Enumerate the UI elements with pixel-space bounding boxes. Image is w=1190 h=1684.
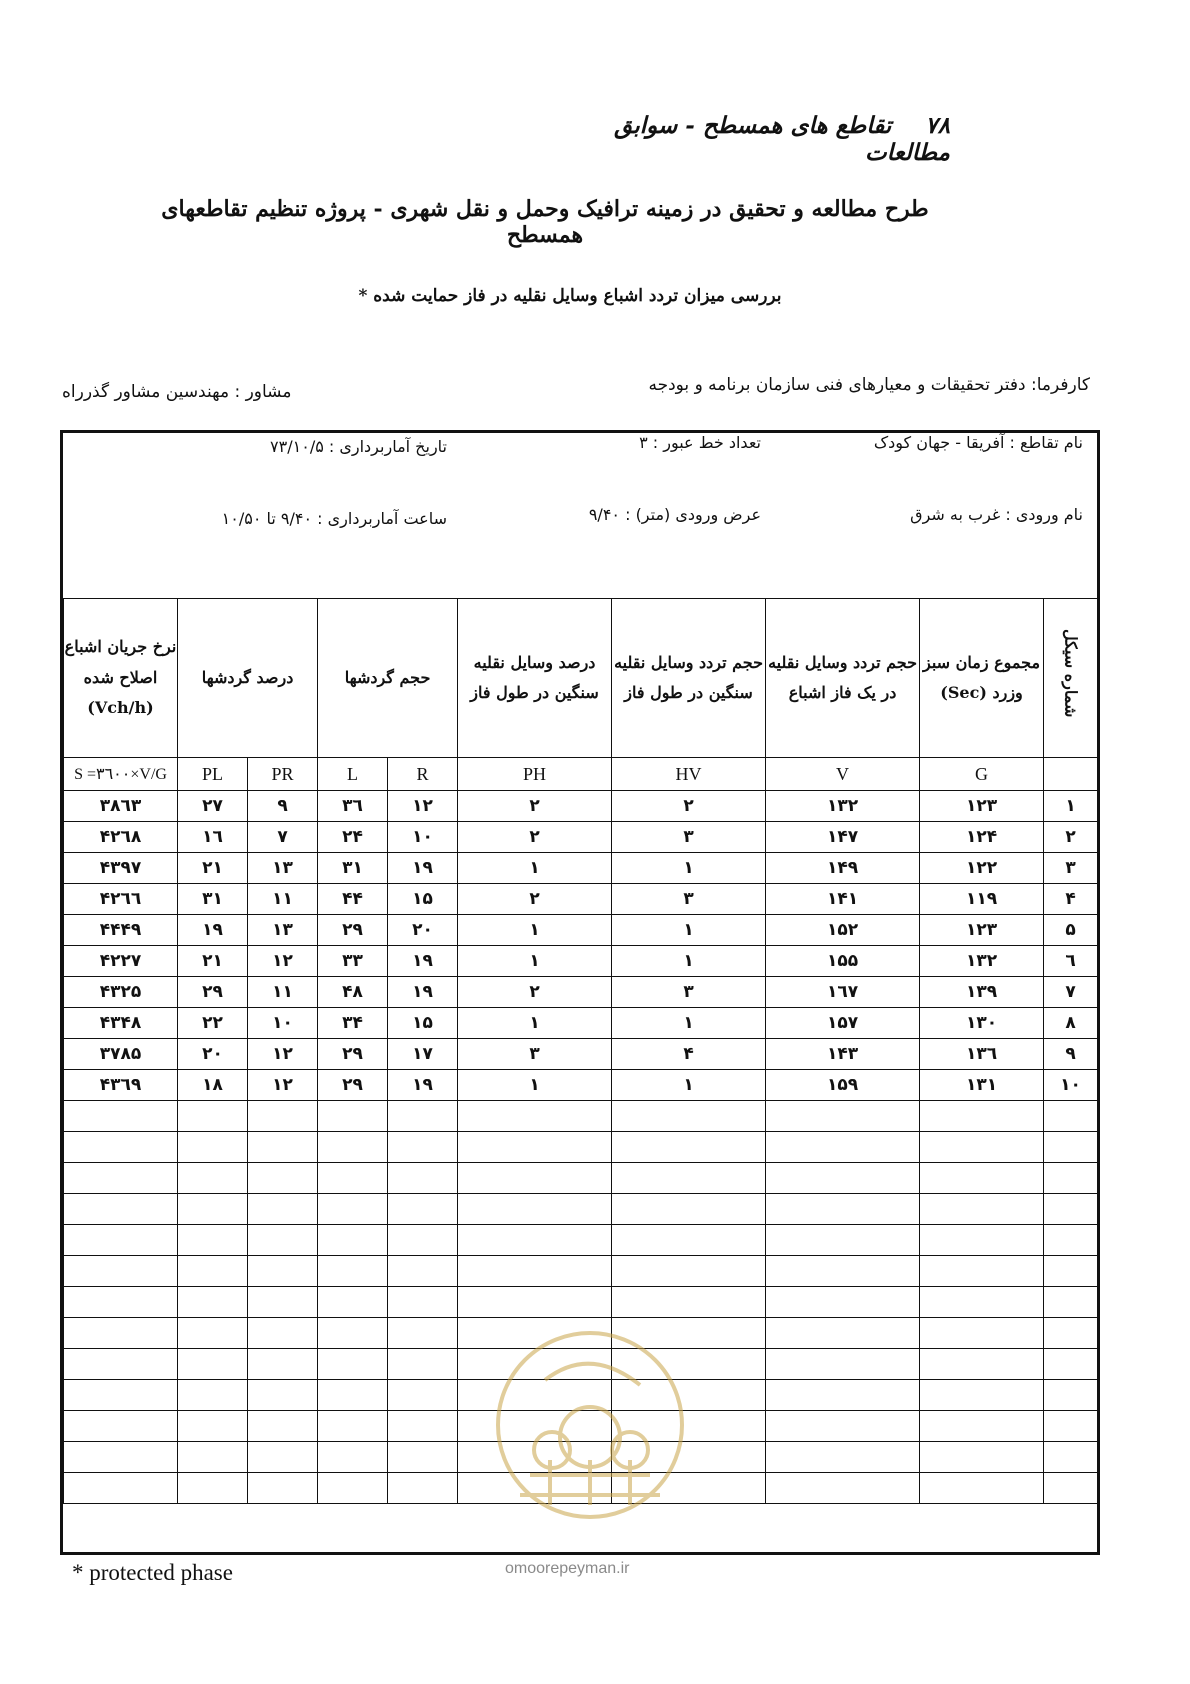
- empty-cell: [920, 1442, 1044, 1473]
- cell-pl: ۲۲: [178, 1008, 248, 1039]
- cell-pl: ۳۱: [178, 884, 248, 915]
- empty-row: [64, 1256, 1098, 1287]
- cell-l: ۳۱: [318, 853, 388, 884]
- empty-cell: [248, 1349, 318, 1380]
- cell-v: ۱۵۷: [766, 1008, 920, 1039]
- empty-cell: [766, 1318, 920, 1349]
- cell-v: ۱۴۹: [766, 853, 920, 884]
- cell-pl: ۱۸: [178, 1070, 248, 1101]
- empty-cell: [64, 1256, 178, 1287]
- code-s-formula: S =۳٦۰۰×V/G: [64, 758, 178, 791]
- cell-r: ۱۹: [388, 977, 458, 1008]
- empty-cell: [920, 1349, 1044, 1380]
- cell-pl: ۱۹: [178, 915, 248, 946]
- empty-cell: [178, 1473, 248, 1504]
- cell-hv: ۳: [612, 977, 766, 1008]
- empty-cell: [388, 1163, 458, 1194]
- empty-cell: [388, 1318, 458, 1349]
- empty-cell: [388, 1194, 458, 1225]
- chapter-title: تقاطع های همسطح - سوابق مطالعات: [614, 112, 950, 166]
- cell-n: ۵: [1044, 915, 1098, 946]
- cell-s: ۴۳٦۹: [64, 1070, 178, 1101]
- empty-cell: [612, 1256, 766, 1287]
- empty-cell: [64, 1349, 178, 1380]
- empty-cell: [248, 1225, 318, 1256]
- empty-cell: [388, 1101, 458, 1132]
- table-row: [64, 1039, 1098, 1070]
- empty-cell: [766, 1442, 920, 1473]
- empty-cell: [64, 1163, 178, 1194]
- empty-cell: [388, 1349, 458, 1380]
- cell-ph: ۲: [458, 791, 612, 822]
- empty-cell: [1044, 1442, 1098, 1473]
- table-row: [64, 884, 1098, 915]
- empty-cell: [920, 1380, 1044, 1411]
- cell-s: ۴۴۴۹: [64, 915, 178, 946]
- empty-cell: [248, 1194, 318, 1225]
- empty-cell: [766, 1380, 920, 1411]
- header-row: [64, 599, 1098, 758]
- empty-cell: [612, 1101, 766, 1132]
- code-r: R: [388, 758, 458, 791]
- empty-cell: [318, 1473, 388, 1504]
- cell-l: ۴۴: [318, 884, 388, 915]
- table-row: [64, 946, 1098, 977]
- cell-hv: ۱: [612, 915, 766, 946]
- cell-l: ۳٦: [318, 791, 388, 822]
- watermark-text: omoorepeyman.ir: [505, 1560, 630, 1577]
- cell-v: ۱۴۱: [766, 884, 920, 915]
- code-l: L: [318, 758, 388, 791]
- cell-r: ۱۷: [388, 1039, 458, 1070]
- empty-cell: [1044, 1256, 1098, 1287]
- empty-cell: [388, 1411, 458, 1442]
- empty-cell: [388, 1380, 458, 1411]
- empty-cell: [766, 1225, 920, 1256]
- empty-cell: [64, 1225, 178, 1256]
- intersection-name: نام تقاطع : آفریقا - جهان کودک: [873, 433, 1083, 452]
- empty-cell: [766, 1132, 920, 1163]
- code-hv: HV: [612, 758, 766, 791]
- empty-cell: [248, 1411, 318, 1442]
- empty-cell: [612, 1132, 766, 1163]
- cell-pr: ۱۲: [248, 1039, 318, 1070]
- table-row: [64, 1070, 1098, 1101]
- cell-hv: ۳: [612, 822, 766, 853]
- empty-cell: [612, 1194, 766, 1225]
- cell-l: ۳۴: [318, 1008, 388, 1039]
- empty-cell: [1044, 1411, 1098, 1442]
- cell-v: ۱۴۷: [766, 822, 920, 853]
- empty-cell: [248, 1287, 318, 1318]
- empty-cell: [388, 1442, 458, 1473]
- header-green-time: مجموع زمان سبز وزرد (Sec): [920, 599, 1044, 758]
- empty-cell: [318, 1132, 388, 1163]
- cell-g: ۱۳۰: [920, 1008, 1044, 1039]
- cell-hv: ۱: [612, 1070, 766, 1101]
- cell-g: ۱۲۳: [920, 915, 1044, 946]
- empty-cell: [920, 1101, 1044, 1132]
- survey-date: تاریخ آماربرداری : ۷۳/۱۰/۵: [270, 437, 447, 456]
- empty-cell: [64, 1380, 178, 1411]
- empty-cell: [248, 1101, 318, 1132]
- empty-cell: [920, 1411, 1044, 1442]
- empty-cell: [458, 1225, 612, 1256]
- empty-cell: [458, 1287, 612, 1318]
- empty-cell: [318, 1194, 388, 1225]
- cell-l: ۳۳: [318, 946, 388, 977]
- lane-count: تعداد خط عبور : ۳: [639, 433, 761, 452]
- cell-r: ۲۰: [388, 915, 458, 946]
- cell-n: ۸: [1044, 1008, 1098, 1039]
- empty-cell: [1044, 1473, 1098, 1504]
- empty-cell: [64, 1101, 178, 1132]
- cell-g: ۱۳۹: [920, 977, 1044, 1008]
- empty-cell: [920, 1287, 1044, 1318]
- empty-cell: [64, 1318, 178, 1349]
- empty-cell: [64, 1473, 178, 1504]
- empty-cell: [318, 1287, 388, 1318]
- empty-cell: [612, 1225, 766, 1256]
- empty-cell: [178, 1349, 248, 1380]
- empty-cell: [318, 1318, 388, 1349]
- empty-cell: [920, 1194, 1044, 1225]
- cell-r: ۱۵: [388, 884, 458, 915]
- document-title: طرح مطالعه و تحقیق در زمینه ترافیک وحمل و نقل شهری - پروژه تنظیم تقاطعهای همسطح: [161, 196, 929, 248]
- cell-v: ۱۵۹: [766, 1070, 920, 1101]
- cell-v: ۱٦۷: [766, 977, 920, 1008]
- code-g: G: [920, 758, 1044, 791]
- cell-g: ۱۳٦: [920, 1039, 1044, 1070]
- cell-hv: ۱: [612, 853, 766, 884]
- approach-name: نام ورودی : غرب به شرق: [910, 505, 1083, 524]
- empty-cell: [920, 1256, 1044, 1287]
- cell-ph: ۲: [458, 884, 612, 915]
- cell-hv: ۲: [612, 791, 766, 822]
- cell-v: ۱۵۵: [766, 946, 920, 977]
- empty-cell: [178, 1442, 248, 1473]
- empty-cell: [178, 1287, 248, 1318]
- cell-pr: ۱۰: [248, 1008, 318, 1039]
- cell-hv: ۴: [612, 1039, 766, 1070]
- cell-s: ۴۲۲۷: [64, 946, 178, 977]
- empty-cell: [1044, 1194, 1098, 1225]
- empty-cell: [248, 1442, 318, 1473]
- empty-cell: [388, 1256, 458, 1287]
- header-flow-rate: نرخ جریان اشباع اصلاح شده (Vch/h): [64, 599, 178, 758]
- empty-cell: [248, 1380, 318, 1411]
- cell-s: ۴۳۹۷: [64, 853, 178, 884]
- empty-cell: [612, 1163, 766, 1194]
- cell-pl: ۱٦: [178, 822, 248, 853]
- empty-cell: [920, 1163, 1044, 1194]
- cell-pr: ۱۲: [248, 946, 318, 977]
- empty-cell: [178, 1132, 248, 1163]
- empty-cell: [458, 1194, 612, 1225]
- cell-pl: ۲۰: [178, 1039, 248, 1070]
- document-subtitle: بررسی میزان تردد اشباع وسایل نقلیه در فاز حمایت شده *: [358, 286, 782, 306]
- cell-l: ۲۹: [318, 915, 388, 946]
- cell-ph: ۱: [458, 1008, 612, 1039]
- cell-g: ۱۳۲: [920, 946, 1044, 977]
- code-row: [64, 758, 1098, 791]
- footnote: * protected phase: [72, 1560, 233, 1585]
- table-row: [64, 853, 1098, 884]
- empty-cell: [64, 1442, 178, 1473]
- cell-l: ۴۸: [318, 977, 388, 1008]
- table-row: [64, 791, 1098, 822]
- empty-cell: [388, 1287, 458, 1318]
- cell-ph: ۱: [458, 915, 612, 946]
- code-ph: PH: [458, 758, 612, 791]
- cell-l: ۲۹: [318, 1039, 388, 1070]
- empty-row: [64, 1194, 1098, 1225]
- watermark-stamp: [490, 1325, 690, 1525]
- empty-cell: [178, 1380, 248, 1411]
- empty-cell: [178, 1101, 248, 1132]
- empty-cell: [318, 1256, 388, 1287]
- code-pr: PR: [248, 758, 318, 791]
- cell-ph: ۲: [458, 977, 612, 1008]
- cell-n: ۴: [1044, 884, 1098, 915]
- cell-pr: ۱۳: [248, 915, 318, 946]
- empty-cell: [1044, 1318, 1098, 1349]
- cell-s: ۴۳۴۸: [64, 1008, 178, 1039]
- code-cycle: [1044, 758, 1098, 791]
- empty-cell: [766, 1473, 920, 1504]
- empty-cell: [766, 1349, 920, 1380]
- consultant-line: مشاور : مهندسین مشاور گذرراه: [62, 382, 292, 402]
- empty-cell: [248, 1163, 318, 1194]
- cell-s: ۴۲٦۸: [64, 822, 178, 853]
- header-cycle: شماره سیکل: [1044, 599, 1098, 758]
- empty-cell: [766, 1411, 920, 1442]
- empty-cell: [178, 1256, 248, 1287]
- empty-cell: [318, 1225, 388, 1256]
- empty-cell: [178, 1411, 248, 1442]
- cell-g: ۱۳۱: [920, 1070, 1044, 1101]
- empty-cell: [248, 1473, 318, 1504]
- empty-cell: [920, 1318, 1044, 1349]
- empty-cell: [388, 1473, 458, 1504]
- empty-cell: [766, 1163, 920, 1194]
- cell-n: ۲: [1044, 822, 1098, 853]
- empty-cell: [920, 1132, 1044, 1163]
- cell-g: ۱۲۴: [920, 822, 1044, 853]
- empty-cell: [248, 1318, 318, 1349]
- cell-r: ۱۲: [388, 791, 458, 822]
- header-turn-volume: حجم گردشها: [318, 599, 458, 758]
- cell-s: ۳۷۸۵: [64, 1039, 178, 1070]
- approach-width: عرض ورودی (متر) : ۹/۴۰: [588, 505, 761, 524]
- empty-row: [64, 1101, 1098, 1132]
- cell-g: ۱۲۲: [920, 853, 1044, 884]
- empty-cell: [1044, 1101, 1098, 1132]
- cell-pl: ۲۹: [178, 977, 248, 1008]
- cell-n: ۹: [1044, 1039, 1098, 1070]
- header-heavy-volume: حجم تردد وسایل نقلیه سنگین در طول فاز: [612, 599, 766, 758]
- empty-cell: [1044, 1225, 1098, 1256]
- cell-g: ۱۲۳: [920, 791, 1044, 822]
- empty-cell: [1044, 1132, 1098, 1163]
- empty-cell: [64, 1287, 178, 1318]
- cell-n: ۱: [1044, 791, 1098, 822]
- empty-cell: [318, 1411, 388, 1442]
- empty-row: [64, 1287, 1098, 1318]
- cell-g: ۱۱۹: [920, 884, 1044, 915]
- cell-r: ۱۹: [388, 946, 458, 977]
- cell-n: ۱۰: [1044, 1070, 1098, 1101]
- cell-pl: ۲۷: [178, 791, 248, 822]
- empty-cell: [766, 1287, 920, 1318]
- empty-cell: [388, 1132, 458, 1163]
- empty-cell: [178, 1318, 248, 1349]
- cell-hv: ۳: [612, 884, 766, 915]
- cell-s: ۴۲٦٦: [64, 884, 178, 915]
- cell-v: ۱۵۲: [766, 915, 920, 946]
- cell-pr: ۱۱: [248, 884, 318, 915]
- empty-cell: [318, 1349, 388, 1380]
- empty-cell: [612, 1287, 766, 1318]
- survey-time: ساعت آماربرداری : ۹/۴۰ تا ۱۰/۵۰: [221, 509, 447, 528]
- cell-ph: ۱: [458, 853, 612, 884]
- empty-cell: [318, 1380, 388, 1411]
- empty-cell: [248, 1256, 318, 1287]
- employer-line: کارفرما: دفتر تحقیقات و معیارهای فنی سازمان برنامه و بودجه: [648, 375, 1090, 395]
- empty-cell: [178, 1163, 248, 1194]
- cell-r: ۱۵: [388, 1008, 458, 1039]
- cell-ph: ۳: [458, 1039, 612, 1070]
- cell-s: ۳۸٦۳: [64, 791, 178, 822]
- cell-ph: ۱: [458, 946, 612, 977]
- empty-cell: [766, 1101, 920, 1132]
- cell-l: ۲۴: [318, 822, 388, 853]
- cell-hv: ۱: [612, 946, 766, 977]
- code-v: V: [766, 758, 920, 791]
- cell-pl: ۲۱: [178, 946, 248, 977]
- empty-cell: [388, 1225, 458, 1256]
- cell-v: ۱۳۲: [766, 791, 920, 822]
- empty-cell: [458, 1163, 612, 1194]
- empty-cell: [318, 1101, 388, 1132]
- empty-cell: [1044, 1349, 1098, 1380]
- empty-cell: [1044, 1380, 1098, 1411]
- cell-pr: ۱۲: [248, 1070, 318, 1101]
- header-heavy-percent: درصد وسایل نقلیه سنگین در طول فاز: [458, 599, 612, 758]
- empty-cell: [178, 1194, 248, 1225]
- empty-cell: [1044, 1163, 1098, 1194]
- empty-cell: [458, 1101, 612, 1132]
- empty-cell: [178, 1225, 248, 1256]
- empty-row: [64, 1225, 1098, 1256]
- page-number: ۷۸: [925, 112, 950, 139]
- empty-cell: [64, 1411, 178, 1442]
- cell-ph: ۱: [458, 1070, 612, 1101]
- cell-n: ٦: [1044, 946, 1098, 977]
- cell-r: ۱۹: [388, 1070, 458, 1101]
- empty-cell: [766, 1194, 920, 1225]
- page-header: [540, 112, 950, 166]
- empty-cell: [766, 1256, 920, 1287]
- empty-row: [64, 1163, 1098, 1194]
- empty-row: [64, 1132, 1098, 1163]
- empty-cell: [920, 1225, 1044, 1256]
- empty-cell: [248, 1132, 318, 1163]
- cell-n: ۳: [1044, 853, 1098, 884]
- cell-r: ۱۰: [388, 822, 458, 853]
- cell-pr: ۷: [248, 822, 318, 853]
- cell-pr: ۱۳: [248, 853, 318, 884]
- cell-n: ۷: [1044, 977, 1098, 1008]
- empty-cell: [1044, 1287, 1098, 1318]
- table-row: [64, 977, 1098, 1008]
- code-pl: PL: [178, 758, 248, 791]
- table-row: [64, 1008, 1098, 1039]
- cell-hv: ۱: [612, 1008, 766, 1039]
- cell-s: ۴۳۲۵: [64, 977, 178, 1008]
- header-saturated-volume: حجم تردد وسایل نقلیه در یک فاز اشباع: [766, 599, 920, 758]
- empty-cell: [458, 1132, 612, 1163]
- empty-cell: [64, 1132, 178, 1163]
- table-row: [64, 822, 1098, 853]
- empty-cell: [318, 1163, 388, 1194]
- cell-pr: ۱۱: [248, 977, 318, 1008]
- empty-cell: [458, 1256, 612, 1287]
- cell-l: ۲۹: [318, 1070, 388, 1101]
- cell-v: ۱۴۳: [766, 1039, 920, 1070]
- empty-cell: [920, 1473, 1044, 1504]
- cell-pl: ۲۱: [178, 853, 248, 884]
- header-turn-percent: درصد گردشها: [178, 599, 318, 758]
- table-row: [64, 915, 1098, 946]
- cell-ph: ۲: [458, 822, 612, 853]
- cell-r: ۱۹: [388, 853, 458, 884]
- cell-pr: ۹: [248, 791, 318, 822]
- empty-cell: [64, 1194, 178, 1225]
- empty-cell: [318, 1442, 388, 1473]
